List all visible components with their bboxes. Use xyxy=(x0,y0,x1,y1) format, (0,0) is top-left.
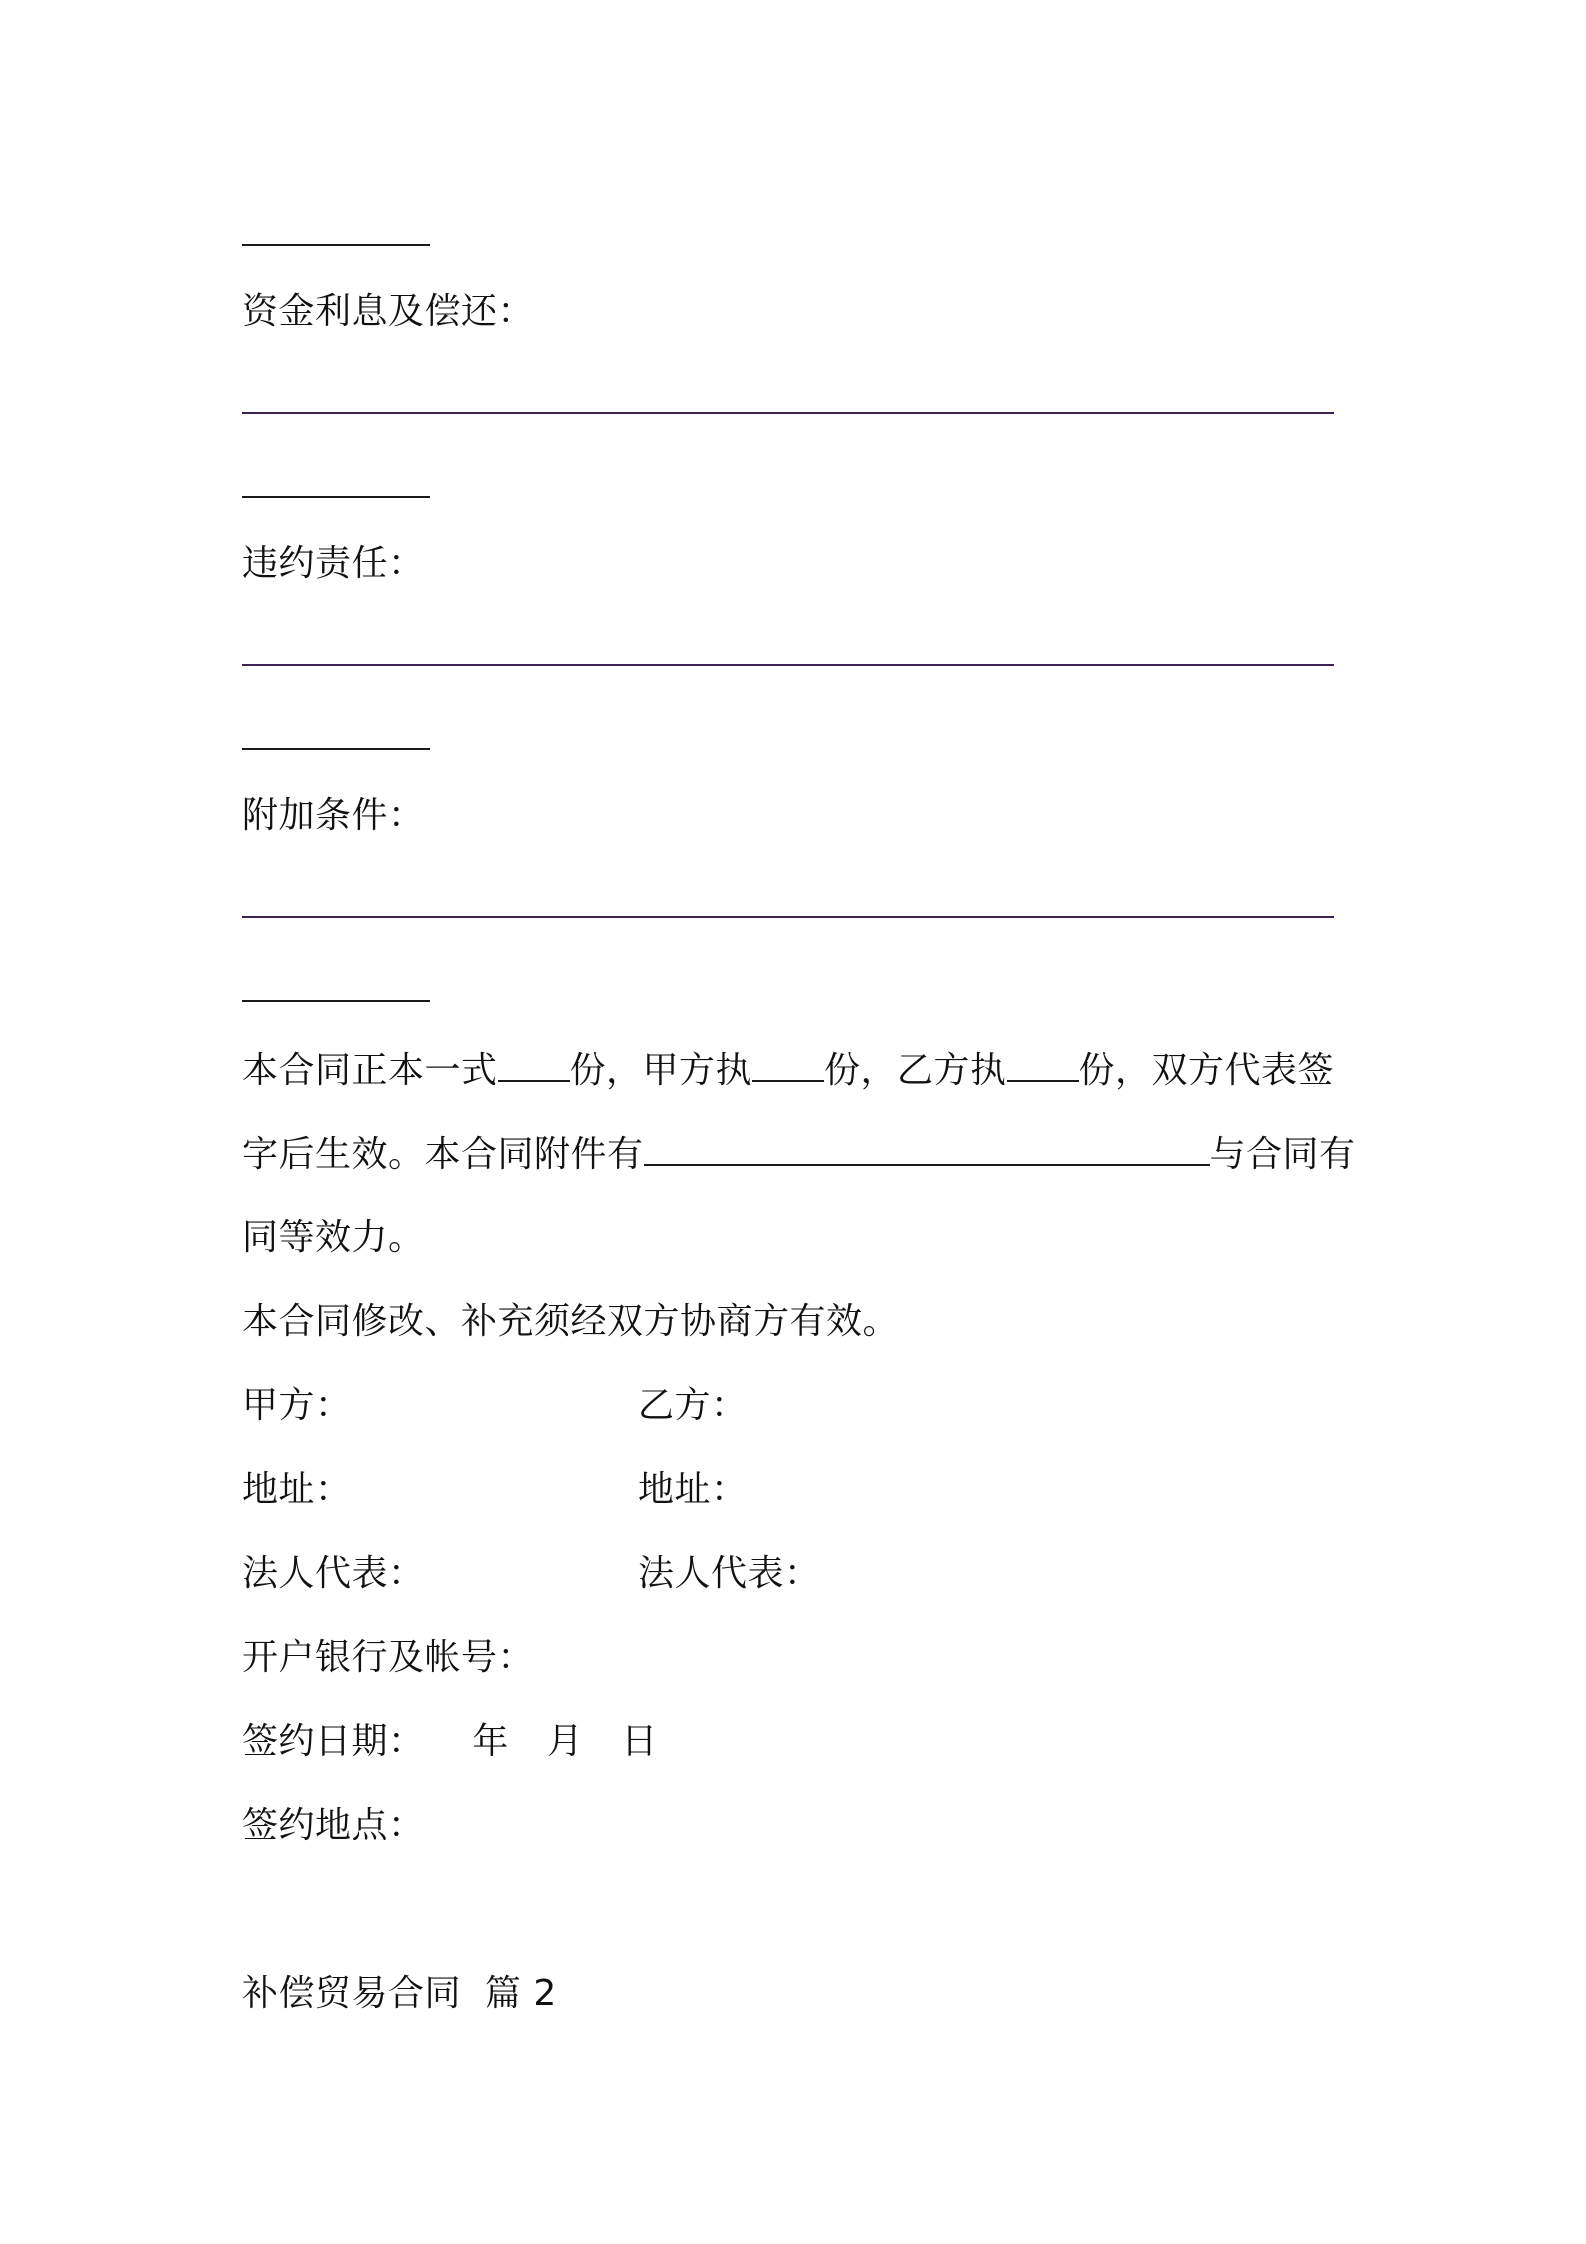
attachments-blank xyxy=(644,1130,1210,1166)
amendment-clause: 本合同修改、补充须经双方协商方有效。 xyxy=(242,1301,900,1342)
copies-count-blank xyxy=(498,1046,570,1082)
copies-clause-line-3: 同等效力。 xyxy=(242,1217,425,1258)
party-a-label: 甲方： xyxy=(242,1385,352,1426)
party-b-address-label: 地址： xyxy=(638,1469,748,1510)
date-day-label: 日 xyxy=(621,1721,658,1762)
date-month-label: 月 xyxy=(546,1721,584,1762)
copies-text: 与合同有 xyxy=(1209,1134,1356,1175)
party-b-copies-blank xyxy=(1007,1046,1079,1082)
party-b-label: 乙方： xyxy=(638,1385,748,1426)
copies-text: 份，甲方执 xyxy=(569,1050,753,1091)
party-b-representative-label: 法人代表： xyxy=(638,1553,821,1594)
copies-text: 份，乙方执 xyxy=(824,1050,1007,1091)
liability-label: 违约责任： xyxy=(242,543,425,584)
interest-repayment-label: 资金利息及偿还： xyxy=(242,291,535,332)
copies-text: 字后生效。本合同附件有 xyxy=(242,1134,644,1175)
blank-line-short xyxy=(242,496,430,498)
copies-text: 份，双方代表签 xyxy=(1078,1050,1335,1091)
blank-line-short xyxy=(242,748,430,750)
copies-clause-line-2 xyxy=(242,1130,1356,1179)
party-a-representative-label: 法人代表： xyxy=(242,1553,425,1594)
additional-conditions-label: 附加条件： xyxy=(242,795,425,836)
bank-account-label: 开户银行及帐号： xyxy=(242,1637,535,1678)
party-a-address-label: 地址： xyxy=(242,1469,352,1510)
signing-place-label: 签约地点： xyxy=(242,1805,425,1846)
blank-line-long xyxy=(242,412,1334,414)
date-year-label: 年 xyxy=(472,1721,509,1762)
blank-line-long xyxy=(242,664,1334,666)
copies-text: 本合同正本一式 xyxy=(242,1050,498,1091)
party-a-copies-blank xyxy=(752,1046,824,1082)
blank-line-short xyxy=(242,244,430,246)
copies-clause-line-1 xyxy=(242,1046,1334,1095)
signing-date-row xyxy=(242,1718,658,1766)
blank-line-short xyxy=(242,1000,430,1002)
blank-line-long xyxy=(242,916,1334,918)
signing-date-label: 签约日期： xyxy=(242,1721,425,1762)
next-contract-heading: 补偿贸易合同 篇 2 xyxy=(242,1973,557,2014)
